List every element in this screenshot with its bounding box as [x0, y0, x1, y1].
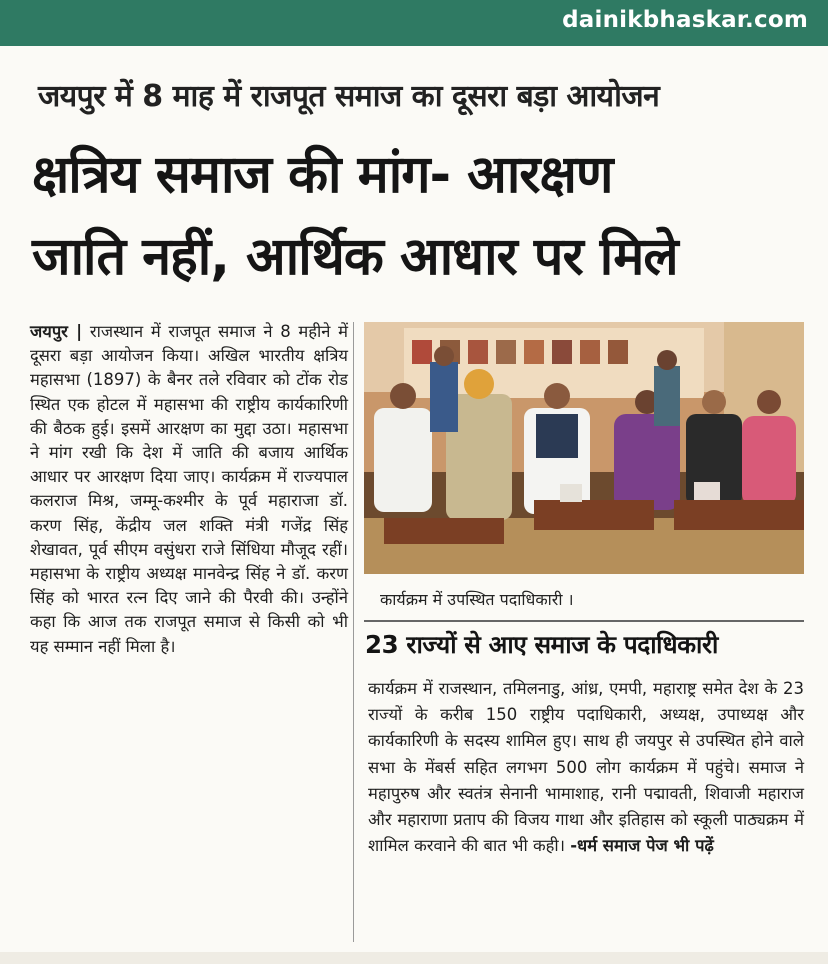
brand-header-bar [0, 0, 828, 46]
sub-article-body [368, 676, 804, 859]
event-photo [364, 322, 804, 574]
headline-line-1: क्षत्रिय समाज की मांग- आरक्षण [32, 145, 613, 205]
photo-caption: कार्यक्रम में उपस्थित पदाधिकारी । [380, 590, 574, 609]
article-kicker: जयपुर में 8 माह में राजपूत समाज का दूसरा बड़ा आयोजन [38, 79, 660, 114]
dateline: जयपुर | [30, 322, 83, 341]
column-divider [353, 322, 354, 942]
caption-divider [364, 620, 804, 622]
sub-article-text: कार्यक्रम में राजस्थान, तमिलनाडु, आंध्र, एमपी, महाराष्ट्र समेत देश के 23 राज्यों के करीब 150 राष्ट्रीय पदाधिकारी, अध्यक्ष, उपाध्यक्ष और कार्यकारिणी के सदस्य शामिल हुए। साथ ही जयपुर से उपस्थित होने वाले सभा के मेंबर्स सहित लगभग 500 लोग कार्यक्रम में पहुंचे। समाज ने महापुरुष और स्वतंत्र सेनानी भामाशाह, रानी पद्मावती, शिवाजी महाराज और महाराणा प्रताप की विजय गाथा और इतिहास को स्कूली पाठ्यक्रम में शामिल करवाने की बात भी कही। [368, 679, 804, 856]
site-brand: dainikbhaskar.com [562, 7, 808, 33]
read-more-reference: -धर्म समाज पेज भी पढ़ें [570, 836, 714, 856]
article-body-column [30, 320, 348, 659]
page-bottom-edge [0, 952, 828, 964]
sub-headline: 23 राज्यों से आए समाज के पदाधिकारी [365, 630, 718, 659]
article-body-text: राजस्थान में राजपूत समाज ने 8 महीने में दूसरा बड़ा आयोजन किया। अखिल भारतीय क्षत्रिय महासभा (1897) के बैनर तले रविवार को टोंक रोड स्थित एक होटल में महासभा की राष्ट्रीय कार्यकारिणी की बैठक हुई। इसमें आरक्षण का मुद्दा उठा। महासभा ने मांग रखी कि देश में जाति की बजाय आर्थिक आधार पर आरक्षण दिया जाए। कार्यक्रम में राज्यपाल कलराज मिश्र, जम्मू-कश्मीर के पूर्व महाराजा डॉ. करण सिंह, केंद्रीय जल शक्ति मंत्री गजेंद्र सिंह शेखावत, पूर्व सीएम वसुंधरा राजे सिंधिया मौजूद रहीं। महासभा के राष्ट्रीय अध्यक्ष मानवेन्द्र सिंह ने डॉ. करण सिंह को भारत रत्न दिए जाने की पैरवी की। उन्होंने कहा कि आज तक राजपूत समाज से किसी को भी यह सम्मान नहीं मिला है। [30, 322, 348, 656]
article-headline [32, 134, 812, 298]
headline-line-2: जाति नहीं, आर्थिक आधार पर मिले [32, 227, 678, 287]
